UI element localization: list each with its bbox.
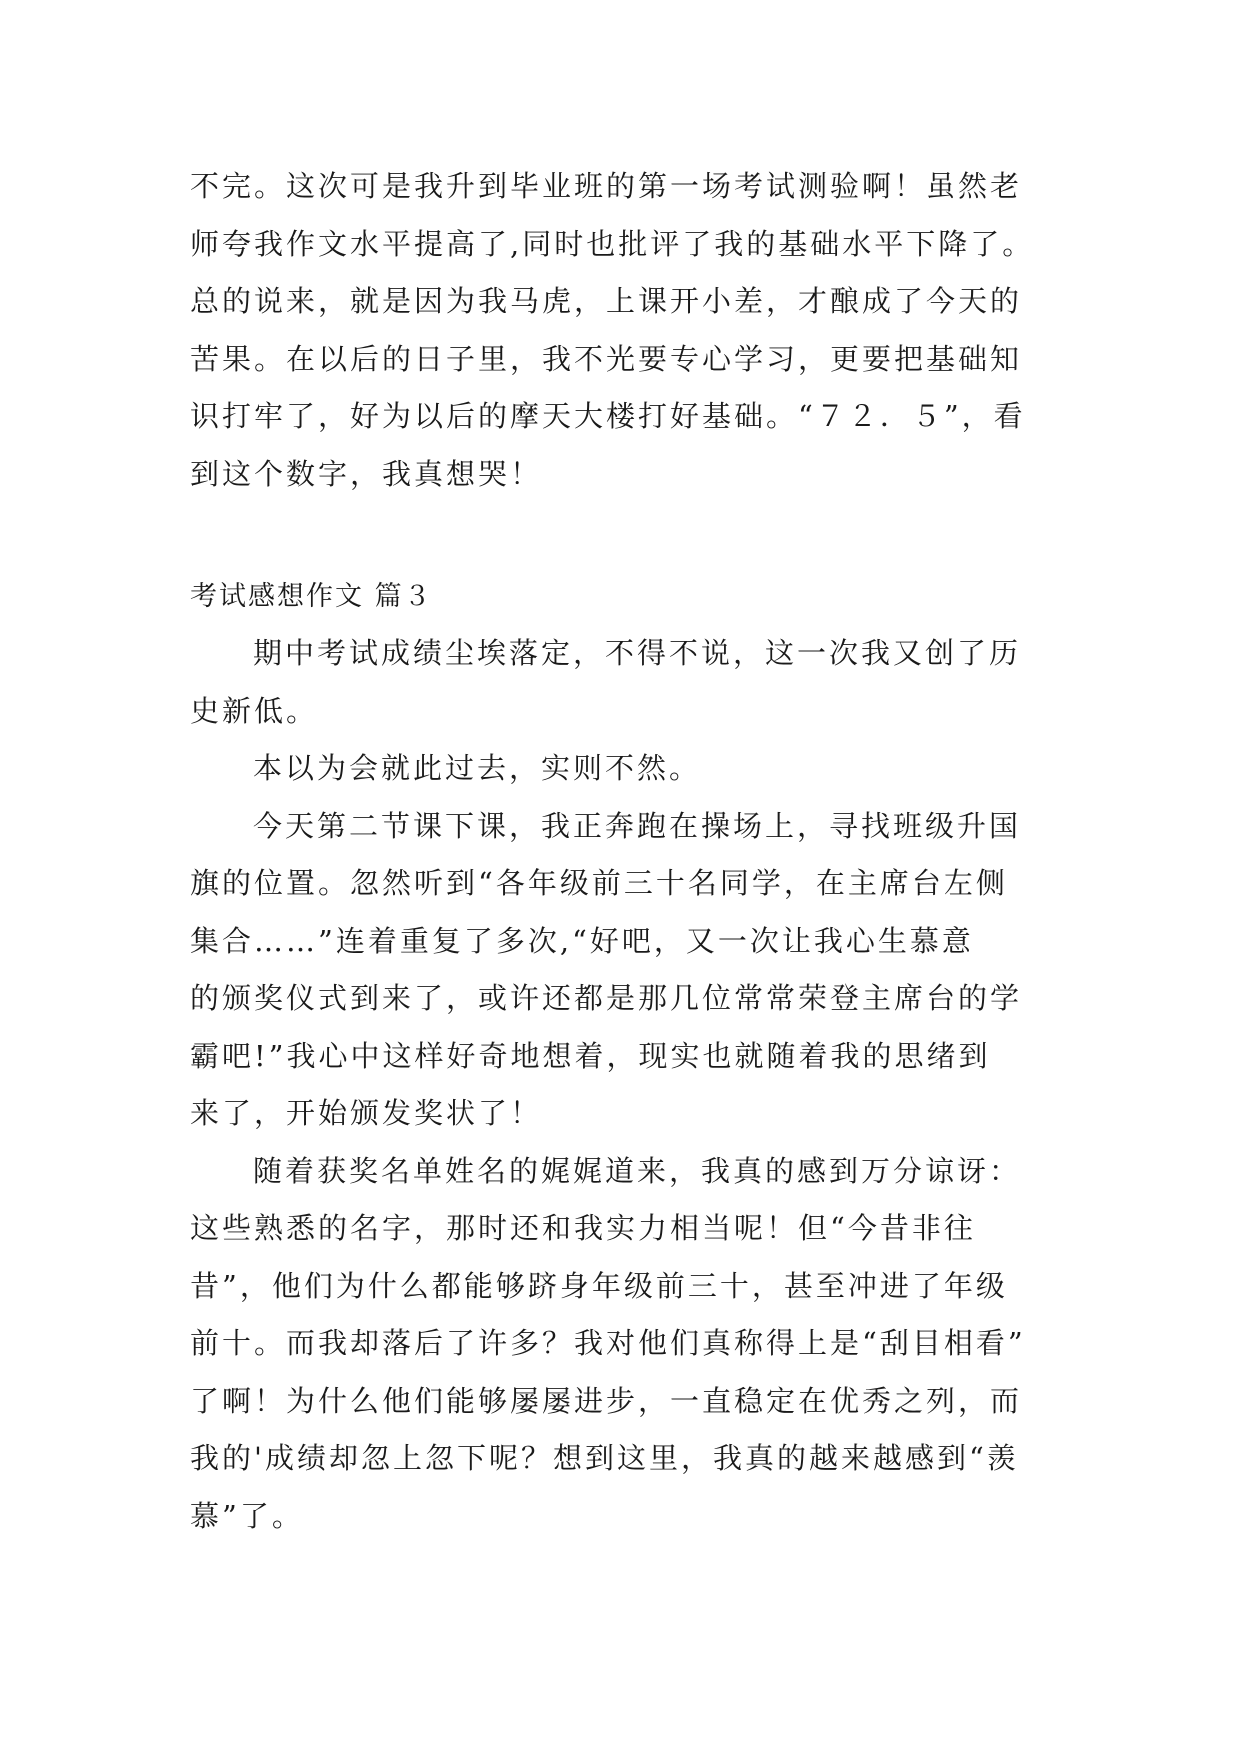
text-line: 史新低。 bbox=[190, 693, 319, 728]
text-line: 苦果。在以后的日子里，我不光要专心学习，更要把基础知 bbox=[190, 341, 1023, 376]
essay-body bbox=[190, 625, 1070, 1545]
text-line: 总的说来，就是因为我马虎，上课开小差，才酿成了今天的 bbox=[190, 284, 1023, 318]
text-line: 这些熟悉的名字，那时还和我实力相当呢！但“今昔非往 bbox=[190, 1211, 976, 1245]
continued-paragraph bbox=[190, 158, 1070, 503]
text-line: 师夸我作文水平提高了,同时也批评了我的基础水平下降了。 bbox=[190, 226, 1035, 261]
text-line: 不完。这次可是我升到毕业班的第一场考试测验啊！虽然老 bbox=[190, 169, 1023, 203]
text-line: 我的'成绩却忽上忽下呢？想到这里，我真的越来越感到“羡 bbox=[190, 1441, 1019, 1475]
text-line: 到这个数字，我真想哭！ bbox=[190, 456, 543, 491]
text-line: 旗的位置。忽然听到“各年级前三十名同学，在主席台左侧 bbox=[190, 866, 1008, 900]
text-line: 随着获奖名单姓名的娓娓道来，我真的感到万分谅讶： bbox=[253, 1153, 1022, 1188]
text-line: 的颁奖仪式到来了，或许还都是那几位常常荣登主席台的学 bbox=[190, 981, 1023, 1015]
text-line: 霸吧!”我心中这样好奇地想着，现实也就随着我的思绪到 bbox=[190, 1038, 991, 1073]
text-line: 集合……”连着重复了多次,“好吧，又一次让我心生慕意 bbox=[190, 923, 974, 958]
text-line: 前十。而我却落后了许多？我对他们真称得上是“刮目相看” bbox=[190, 1326, 1026, 1360]
text-line: 本以为会就此过去，实则不然。 bbox=[253, 751, 702, 785]
paragraph bbox=[190, 798, 1070, 1143]
paragraph bbox=[190, 740, 1070, 798]
text-line: 来了，开始颁发奖状了！ bbox=[190, 1096, 543, 1130]
text-line: 慕”了。 bbox=[190, 1498, 304, 1533]
section-heading: 考试感想作文 篇３ bbox=[190, 581, 433, 612]
paragraph bbox=[190, 625, 1070, 740]
text-line: 期中考试成绩尘埃落定，不得不说，这一次我又创了历 bbox=[253, 636, 1022, 670]
paragraph bbox=[190, 1143, 1070, 1546]
text-line: 了啊！为什么他们能够屡屡进步，一直稳定在优秀之列，而 bbox=[190, 1383, 1023, 1418]
text-line: 今天第二节课下课，我正奔跑在操场上，寻找班级升国 bbox=[253, 808, 1022, 843]
text-line: 识打牢了，好为以后的摩天大楼打好基础。“７２．５”，看 bbox=[190, 399, 1026, 433]
text-line: 昔”，他们为什么都能够跻身年级前三十，甚至冲进了年级 bbox=[190, 1268, 1008, 1303]
